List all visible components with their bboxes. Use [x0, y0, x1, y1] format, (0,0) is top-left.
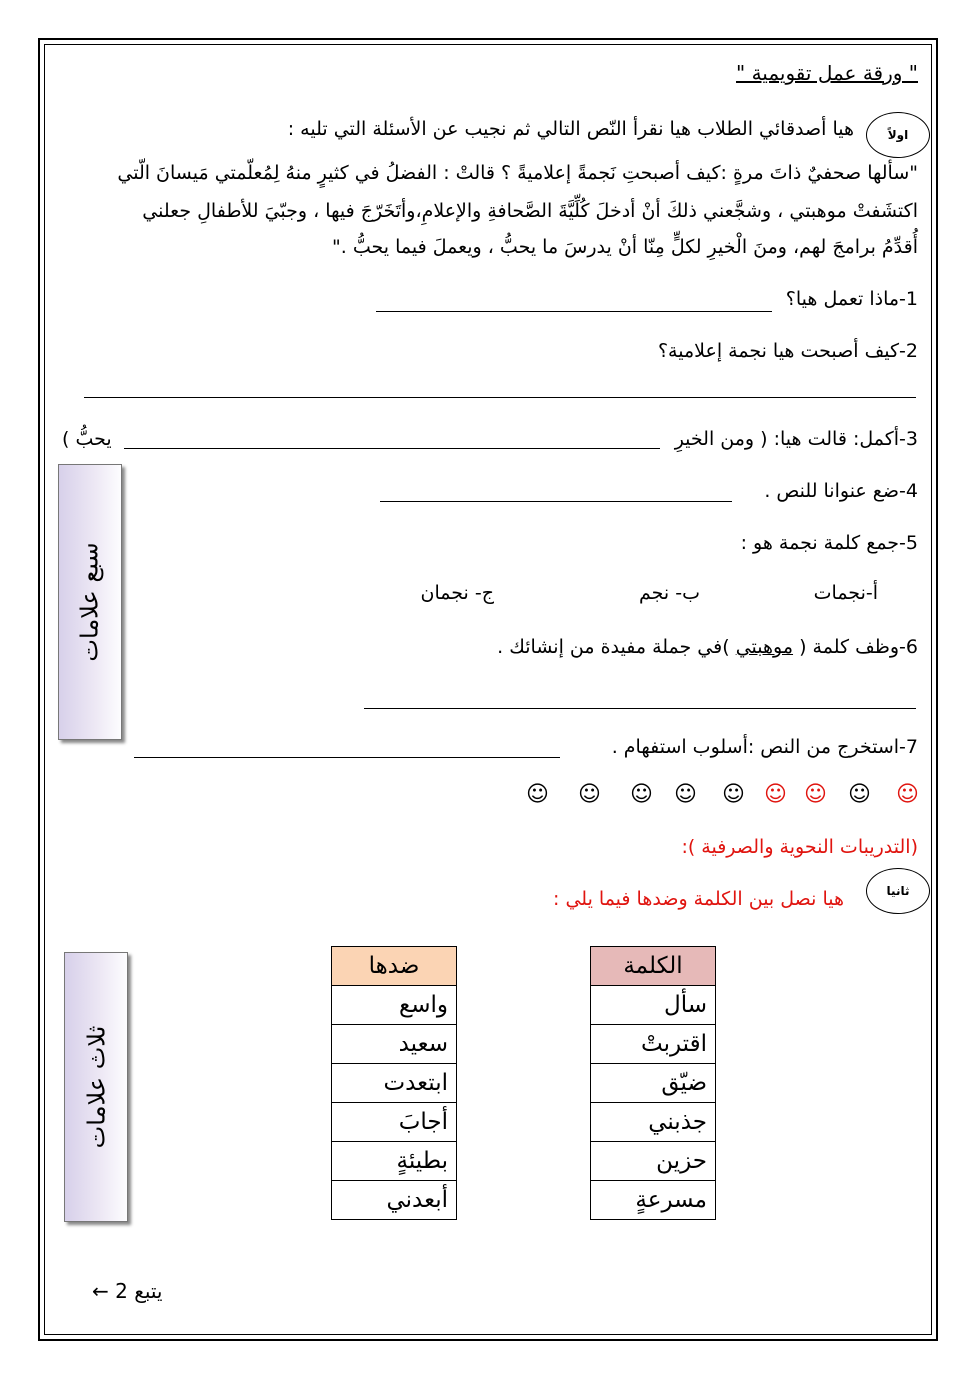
words-table: [590, 946, 716, 1220]
smiley-9: ☺: [526, 782, 549, 807]
option-b: ب- نجم: [639, 582, 700, 604]
word-cell[interactable]: حزين: [591, 1142, 716, 1181]
marks-box-seven: [58, 464, 122, 740]
word-cell[interactable]: جذبني: [591, 1103, 716, 1142]
question-2: 2-كيف أصبحت هيا نجمة إعلامية؟: [657, 340, 918, 362]
smiley-1: ☺: [896, 782, 919, 807]
answer-line-3[interactable]: [124, 448, 660, 449]
opposite-cell[interactable]: واسع: [332, 986, 457, 1025]
passage-line-3: أُقدِّمُ برامجَ لهم، ومنَ الْخيرِ لكلٍّ مِنّا أنْ يدرسَ ما يحبُّ ، ويعملَ فيما يحبُّ .": [332, 236, 918, 258]
part2-heading: (التدريبات النحوية والصرفية ):: [681, 836, 918, 858]
question-3-end: يحبُّ ): [62, 428, 112, 450]
option-a: أ-نجمات: [813, 582, 878, 604]
worksheet-title: " ورقة عمل تقويمية ": [736, 61, 918, 85]
opposite-cell[interactable]: أجابَ: [332, 1103, 457, 1142]
question-6-word: موهبتي: [735, 636, 794, 658]
continue-text: يتبع 2: [115, 1279, 163, 1303]
marks-label-seven: سبع علامات: [76, 542, 104, 662]
question-5: 5-جمع كلمة نجمة هو :: [740, 532, 918, 554]
opposites-header: ضدها: [332, 947, 457, 986]
answer-line-7[interactable]: [134, 757, 560, 758]
question-3-start: 3-أكمل: قالت هيا: ( ومن الخيرِ: [674, 428, 918, 450]
question-1: 1-ماذا تعمل هيا؟: [785, 288, 918, 310]
question-6: [497, 634, 918, 660]
answer-line-6[interactable]: [364, 708, 916, 709]
left-arrow-icon: ←: [92, 1279, 109, 1303]
answer-line-2[interactable]: [84, 397, 916, 398]
words-header: الكلمة: [591, 947, 716, 986]
question-4: 4-ضع عنوانا للنص .: [764, 480, 918, 502]
opposite-cell[interactable]: بطيئةٍ: [332, 1142, 457, 1181]
smiley-7: ☺: [630, 782, 653, 807]
word-cell[interactable]: اقتربتْ: [591, 1025, 716, 1064]
smiley-2: ☺: [848, 782, 871, 807]
part1-badge: اولاً: [866, 112, 930, 158]
smiley-5: ☺: [722, 782, 745, 807]
continue-note: [92, 1278, 163, 1304]
part2-badge: ثانيا: [866, 868, 930, 914]
option-c: ج- نجمان: [420, 582, 494, 604]
answer-line-1[interactable]: [376, 311, 772, 312]
smiley-6: ☺: [674, 782, 697, 807]
opposite-cell[interactable]: سعيد: [332, 1025, 457, 1064]
marks-label-three: ثلاث علامات: [82, 1025, 110, 1149]
opposites-table: [331, 946, 457, 1220]
question-7: 7-استخرج من النص :أسلوب استفهام .: [611, 736, 918, 758]
smiley-4: ☺: [764, 782, 787, 807]
part1-instruction: هيا أصدقائي الطلاب هيا نقرأ النّص التالي ثم نجيب عن الأسئلة التي تليه :: [287, 118, 854, 140]
answer-line-4[interactable]: [380, 501, 732, 502]
marks-box-three: [64, 952, 128, 1222]
smiley-8: ☺: [578, 782, 601, 807]
word-cell[interactable]: سأل: [591, 986, 716, 1025]
passage-line-1: "سألها صحفيٌ ذاتَ مرةٍ :كيف أصبحتِ نَجمةً إعلاميةً ؟ قالتْ : الفضلُ في كثيرٍ منهُ لِمُعلّمتي مَيسانَ الّتي: [117, 162, 918, 184]
opposite-cell[interactable]: ابتعدت: [332, 1064, 457, 1103]
smiley-3: ☺: [804, 782, 827, 807]
part2-instruction: هيا نصل بين الكلمة وضدها فيما يلي :: [553, 888, 844, 910]
word-cell[interactable]: ضيّق: [591, 1064, 716, 1103]
opposite-cell[interactable]: أبعدني: [332, 1181, 457, 1220]
passage-line-2: اكتشَفتْ موهبتي ، وشجَّعني ذلكَ أنْ أدخلَ كُلِّيَّةَ الصَّحافةِ والإعلامِ،وأتَخَرّجَ فيها ، وجبّيَ للأطفالِ جعلني: [142, 200, 918, 222]
word-cell[interactable]: مسرعةٍ: [591, 1181, 716, 1220]
question-6-start: 6-وظف كلمة (: [799, 636, 918, 658]
question-6-end: )في جملة مفيدة من إنشائك .: [497, 636, 730, 658]
